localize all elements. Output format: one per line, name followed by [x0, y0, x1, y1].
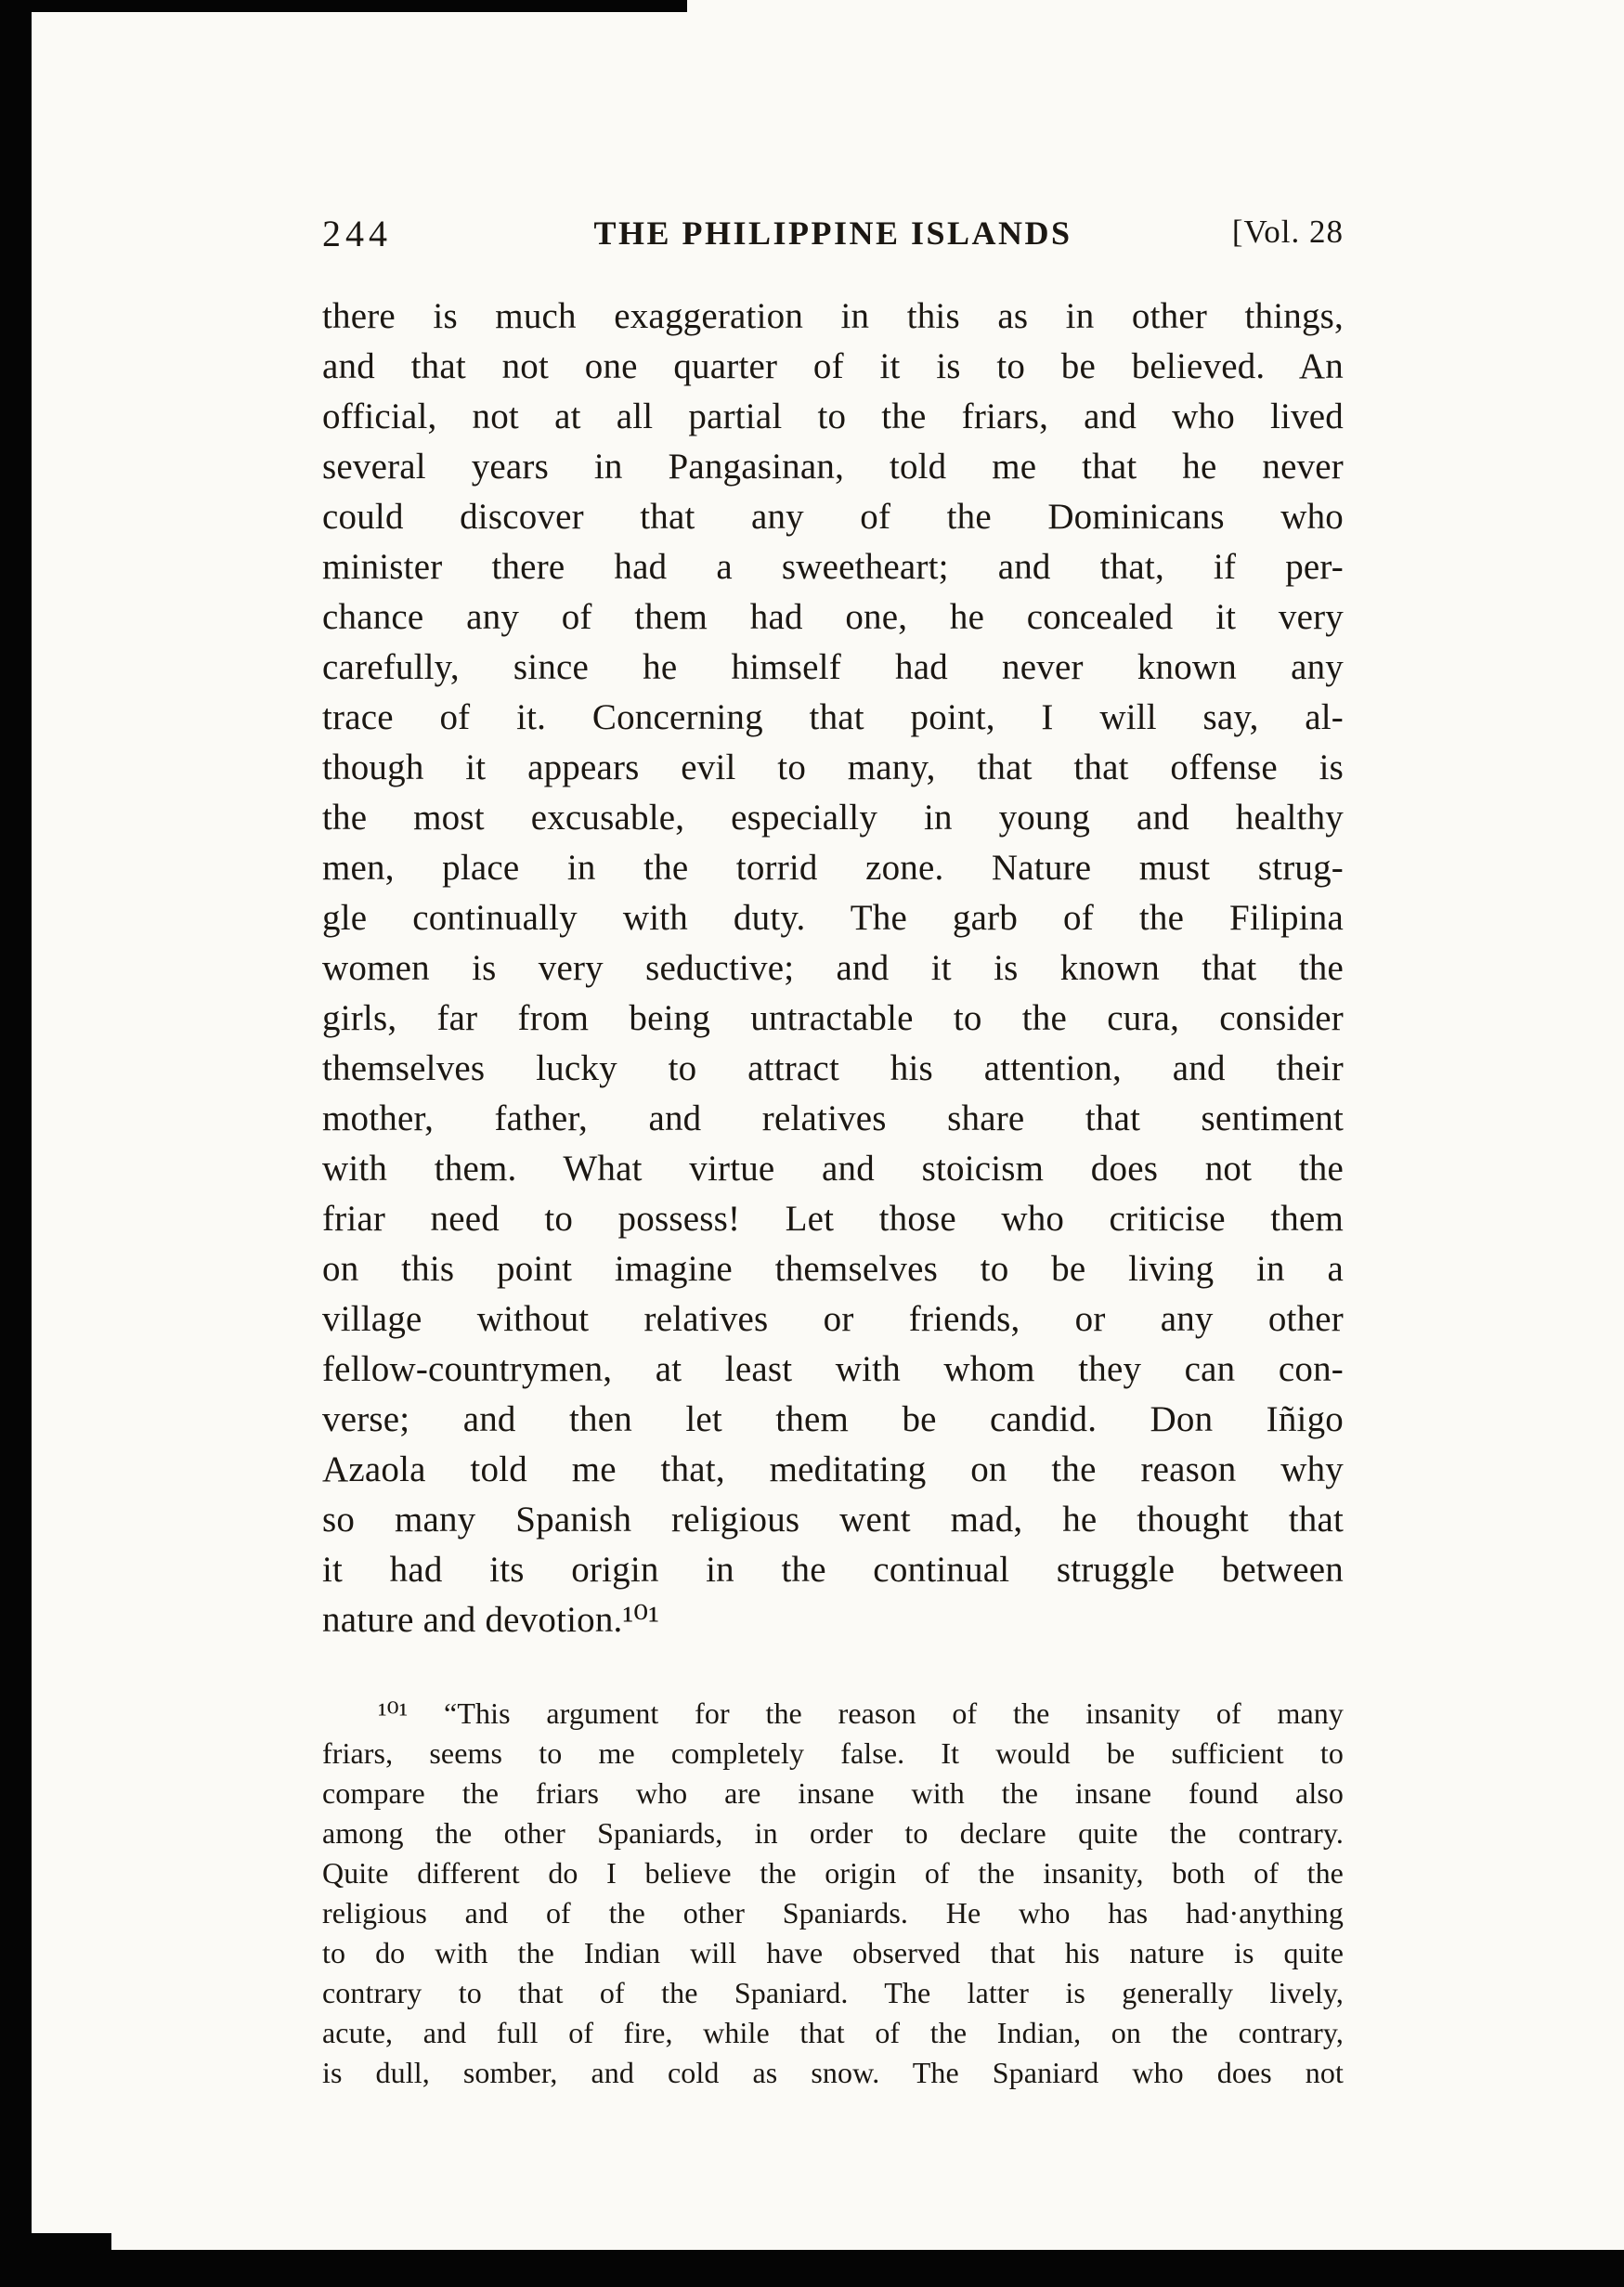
page-number: 244 [322, 213, 392, 254]
text-line: on this point imagine themselves to be living in a [322, 1249, 1344, 1289]
text-line: there is much exaggeration in this as in other things, [322, 296, 1344, 336]
text-line: with them. What virtue and stoicism does not the [322, 1149, 1344, 1189]
text-line: men, place in the torrid zone. Nature must strug- [322, 848, 1344, 888]
text-line: minister there had a sweetheart; and that, if per- [322, 547, 1344, 587]
text-line: and that not one quarter of it is to be believed. An [322, 346, 1344, 386]
text-line: compare the friars who are insane with the insane found also [322, 1776, 1344, 1810]
body-text [322, 292, 1344, 1645]
text-line: to do with the Indian will have observed that his nature is quite [322, 1936, 1344, 1969]
text-line: is dull, somber, and cold as snow. The Spaniard who does not [322, 2056, 1344, 2089]
text-line: women is very seductive; and it is known that the [322, 948, 1344, 988]
text-line: the most excusable, especially in young and healthy [322, 798, 1344, 838]
text-line: acute, and full of fire, while that of the Indian, on the contrary, [322, 2016, 1344, 2049]
text-line: several years in Pangasinan, told me that he never [322, 447, 1344, 487]
text-line: fellow-countrymen, at least with whom they can con- [322, 1349, 1344, 1389]
text-line: religious and of the other Spaniards. He who has had·anything [322, 1896, 1344, 1930]
text-line: it had its origin in the continual struggle between [322, 1550, 1344, 1590]
running-title: THE PHILIPPINE ISLANDS [593, 214, 1072, 252]
scan-artifact-top-edge [28, 0, 687, 12]
text-line: village without relatives or friends, or any other [322, 1299, 1344, 1339]
page-header [322, 212, 1344, 258]
text-line: ¹⁰¹ “This argument for the reason of the insanity of many [378, 1696, 1344, 1730]
text-line: carefully, since he himself had never known any [322, 647, 1344, 687]
text-line: among the other Spaniards, in order to declare quite the contrary. [322, 1816, 1344, 1850]
text-line: girls, far from being untractable to the cura, consider [322, 998, 1344, 1038]
text-line: friars, seems to me completely false. It would be sufficient to [322, 1736, 1344, 1770]
text-line: themselves lucky to attract his attention, and their [322, 1048, 1344, 1088]
text-line: friar need to possess! Let those who criticise them [322, 1199, 1344, 1239]
text-line: Azaola told me that, meditating on the reason why [322, 1449, 1344, 1489]
page-content [322, 212, 1344, 2093]
text-line: gle continually with duty. The garb of the Filipina [322, 898, 1344, 938]
text-line: official, not at all partial to the friars, and who lived [322, 396, 1344, 436]
text-line: contrary to that of the Spaniard. The latter is generally lively, [322, 1976, 1344, 2009]
text-line: verse; and then let them be candid. Don Iñigo [322, 1399, 1344, 1439]
text-line: Quite different do I believe the origin of the insanity, both of the [322, 1856, 1344, 1890]
text-line: trace of it. Concerning that point, I will say, al- [322, 697, 1344, 737]
footnote [322, 1694, 1344, 2093]
text-line: mother, father, and relatives share that sentiment [322, 1098, 1344, 1138]
scan-artifact-left-edge [0, 0, 32, 2287]
volume-label: [Vol. 28 [1231, 214, 1344, 250]
text-line: nature and devotion.¹⁰¹ [322, 1600, 660, 1640]
text-line: though it appears evil to many, that that offense is [322, 747, 1344, 787]
text-line: so many Spanish religious went mad, he thought that [322, 1500, 1344, 1540]
text-line: chance any of them had one, he concealed it very [322, 597, 1344, 637]
scan-artifact-bottom-edge [0, 2250, 1624, 2287]
text-line: could discover that any of the Dominicans who [322, 497, 1344, 537]
